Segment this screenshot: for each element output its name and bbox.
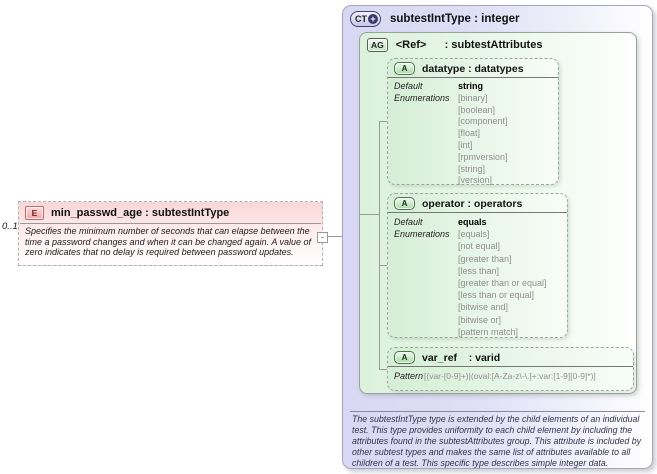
attribute-header bbox=[388, 348, 633, 366]
stub-varref-connector bbox=[379, 369, 387, 370]
enumeration-value: [greater than or equal] bbox=[458, 278, 547, 289]
enumeration-value: [pattern match] bbox=[458, 326, 519, 337]
enumeration-value: [binary] bbox=[458, 92, 488, 103]
enumeration-value: [int] bbox=[458, 139, 473, 150]
element-documentation: Specifies the minimum number of seconds that can elapse between the time a password changes and when it can be changed again. A value of zero indicates that no delay is required between password updates. bbox=[25, 226, 312, 258]
group-feeder-connector bbox=[360, 214, 379, 215]
enumeration-value: [greater than] bbox=[458, 253, 512, 264]
pattern-label: Pattern bbox=[394, 371, 424, 381]
facet-labels bbox=[394, 216, 458, 338]
enumeration-value: [less than] bbox=[458, 265, 500, 276]
collapse-icon[interactable]: - bbox=[317, 232, 328, 243]
attribute-group-title: <Ref> : subtestAttributes bbox=[395, 39, 543, 51]
stub-datatype-connector bbox=[379, 121, 387, 122]
enumeration-value: [boolean] bbox=[458, 104, 496, 115]
stub-operator-connector bbox=[379, 265, 387, 266]
attribute-group-header bbox=[360, 33, 636, 55]
attribute-title: operator : operators bbox=[422, 197, 523, 210]
element-box bbox=[18, 201, 323, 266]
facet-labels bbox=[394, 371, 424, 383]
attribute-header bbox=[388, 194, 567, 212]
complex-type-box bbox=[342, 5, 653, 469]
attribute-box-var-ref bbox=[387, 347, 634, 391]
complex-type-badge-label: CT bbox=[355, 14, 367, 24]
complex-type-documentation: The subtestIntType type is extended by the child elements of an individual test. This type provides uniformity to each child element by including the attributes found in the subtestAttributes group. This attribute is included by other subtest types and makes the same list of attributes available to all children of a test. This specific type describes simple integer data. bbox=[352, 414, 641, 468]
attribute-facets bbox=[388, 367, 633, 386]
plus-icon: + bbox=[368, 14, 378, 24]
facet-labels bbox=[394, 81, 458, 187]
enumeration-value: [float] bbox=[458, 128, 481, 139]
enumeration-list bbox=[458, 228, 561, 338]
element-badge-icon: E bbox=[25, 206, 44, 220]
attribute-badge-icon: A bbox=[394, 62, 415, 75]
enumeration-value: [version] bbox=[458, 175, 493, 186]
facet-values bbox=[458, 81, 552, 187]
enumeration-value: [not equal] bbox=[458, 241, 501, 252]
default-label: Default bbox=[394, 81, 423, 91]
enumeration-value: [component] bbox=[458, 116, 508, 127]
element-to-type-connector bbox=[328, 236, 343, 237]
enumeration-value: [rpmversion] bbox=[458, 151, 508, 162]
complex-type-header bbox=[343, 6, 652, 31]
attribute-group-badge-icon: AG bbox=[367, 38, 388, 52]
default-label: Default bbox=[394, 217, 423, 227]
default-value: string bbox=[458, 81, 484, 91]
facet-values bbox=[458, 216, 561, 338]
pattern-value: [(var-[0-9]+)|(oval:[A-Za-z\-\.]+:var:[1-9][0-9]*)] bbox=[424, 371, 596, 381]
attribute-title: var_ref : varid bbox=[422, 351, 501, 364]
default-value: equals bbox=[458, 217, 487, 227]
enumeration-value: [equals] bbox=[458, 229, 490, 240]
documentation-separator bbox=[350, 411, 645, 412]
enumeration-value: [less than or equal] bbox=[458, 290, 535, 301]
attribute-box-operator bbox=[387, 193, 568, 338]
attribute-group-box bbox=[359, 32, 637, 394]
element-title: min_passwd_age : subtestIntType bbox=[51, 207, 230, 219]
enumerations-label: Enumerations bbox=[394, 229, 450, 240]
group-spine-connector bbox=[379, 121, 380, 369]
attribute-facets bbox=[388, 213, 567, 341]
element-header bbox=[19, 202, 322, 223]
attribute-badge-icon: A bbox=[394, 351, 415, 364]
attribute-title: datatype : datatypes bbox=[422, 62, 524, 75]
enumeration-list bbox=[458, 93, 552, 187]
attribute-facets bbox=[388, 78, 558, 190]
attribute-box-datatype bbox=[387, 58, 559, 185]
complex-type-badge-icon bbox=[350, 11, 381, 27]
enumeration-value: [bitwise or] bbox=[458, 314, 502, 325]
complex-type-title: subtestIntType : integer bbox=[390, 13, 520, 25]
enumerations-label: Enumerations bbox=[394, 92, 450, 103]
cardinality-label: 0..1 bbox=[2, 221, 18, 232]
enumeration-value: [bitwise and] bbox=[458, 302, 509, 313]
enumeration-value: [string] bbox=[458, 163, 486, 174]
attribute-badge-icon: A bbox=[394, 197, 415, 210]
attribute-header bbox=[388, 59, 558, 77]
